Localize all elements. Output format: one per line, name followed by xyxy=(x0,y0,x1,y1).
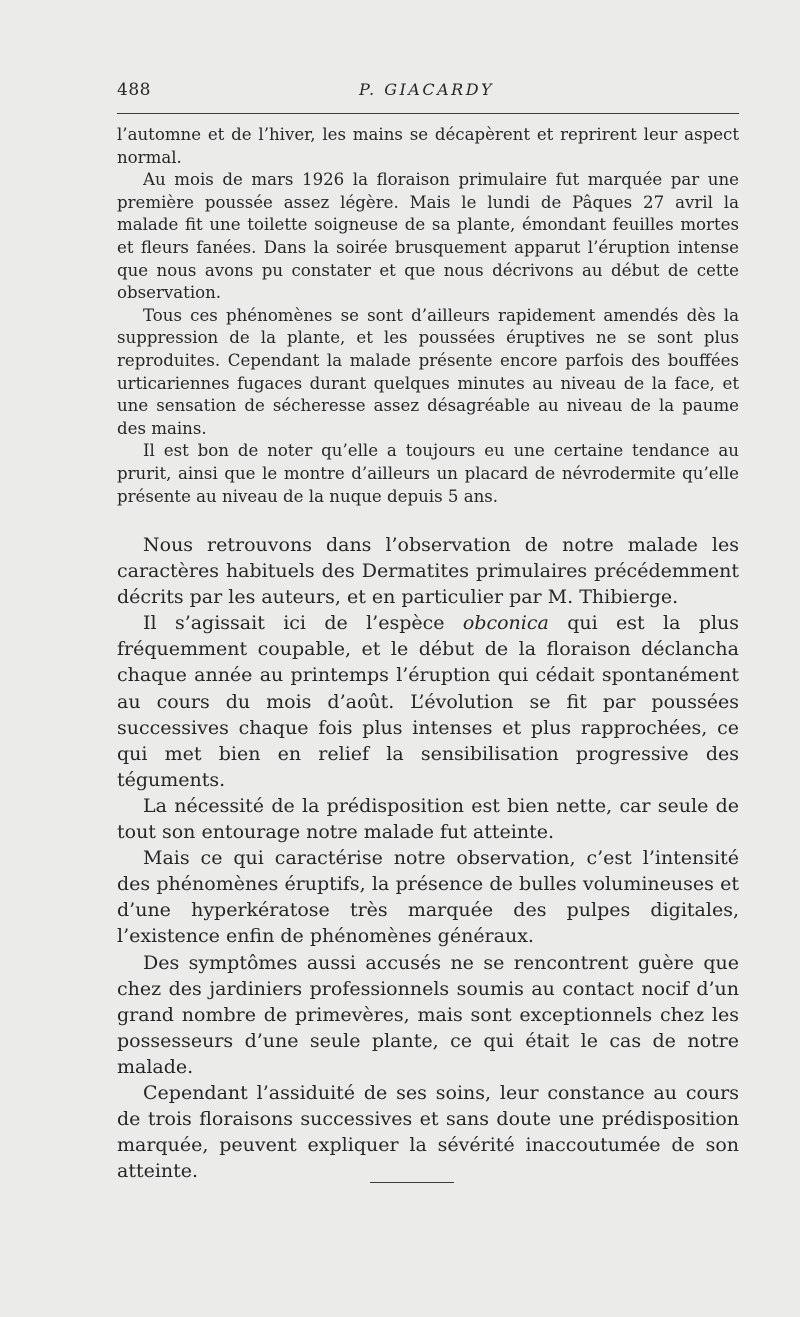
discussion-text xyxy=(117,532,739,1184)
main-paragraph-4: Mais ce qui caractérise notre observation, c’est l’intensité des phénomènes éruptifs, la présence de bulles volumineuses et d’une hyperkératose très marquée des pulpes digitales, l’existence enfin de phénomènes généraux. xyxy=(117,847,739,948)
small-paragraph-4: Il est bon de noter qu’elle a toujours eu une certaine tendance au prurit, ainsi que le montre d’ailleurs un placard de névrodermite qu’elle présente au niveau de la nuque depuis 5 ans. xyxy=(117,441,739,506)
header-rule xyxy=(117,113,739,114)
running-head-author: P. GIACARDY xyxy=(359,80,495,99)
small-paragraph-1: l’automne et de l’hiver, les mains se décapèrent et reprirent leur aspect normal. xyxy=(117,125,739,167)
case-observation-text xyxy=(117,124,739,508)
main-paragraph-2-lead: Il s’agissait ici de l’espèce xyxy=(143,612,463,635)
section-end-rule xyxy=(370,1182,454,1183)
main-paragraph-2 xyxy=(117,610,739,793)
page-number: 488 xyxy=(117,80,151,100)
species-name: obconica xyxy=(462,612,549,635)
main-paragraph-3: La nécessité de la prédisposition est bien nette, car seule de tout son entourage notre malade fut atteinte. xyxy=(117,794,739,844)
main-paragraph-2-rest: qui est la plus fréquemment coupable, et le début de la floraison déclancha chaque année au printemps l’éruption qui cédait spontanément au cours du mois d’août. L’évolution se fit par poussées successives chaque fois plus intenses et plus rapprochées, ce qui met bien en relief la sensibilisation progressive des téguments. xyxy=(117,612,740,791)
main-paragraph-5: Des symptômes aussi accusés ne se rencontrent guère que chez des jardiniers professionnels soumis au contact nocif d’un grand nombre de primevères, mais sont exceptionnels chez les possesseurs d’une seule plante, ce qui était le cas de notre malade. xyxy=(117,951,739,1078)
small-paragraph-2: Au mois de mars 1926 la floraison primulaire fut marquée par une première poussée assez légère. Mais le lundi de Pâques 27 avril la malade fit une toilette soigneuse de sa plante, émondant feuilles mortes et fleurs fanées. Dans la soirée brusquement apparut l’éruption intense que nous avons pu constater et que nous décrivons au début de cette observation. xyxy=(117,170,739,303)
page-header xyxy=(117,74,739,106)
main-paragraph-1: Nous retrouvons dans l’observation de notre malade les caractères habituels des Dermatites primulaires précédemment décrits par les auteurs, et en particulier par M. Thibierge. xyxy=(117,534,739,609)
main-paragraph-6: Cependant l’assiduité de ses soins, leur constance au cours de trois floraisons successives et sans doute une prédisposition marquée, peuvent expliquer la sévérité inaccoutumée de son atteinte. xyxy=(117,1081,739,1183)
small-paragraph-3: Tous ces phénomènes se sont d’ailleurs rapidement amendés dès la suppression de la plante, et les poussées éruptives ne se sont plus reproduites. Cependant la malade présente encore parfois des bouffées urticariennes fugaces durant quelques minutes au niveau de la face, et une sensation de sécheresse assez désagréable au niveau de la paume des mains. xyxy=(117,305,739,438)
